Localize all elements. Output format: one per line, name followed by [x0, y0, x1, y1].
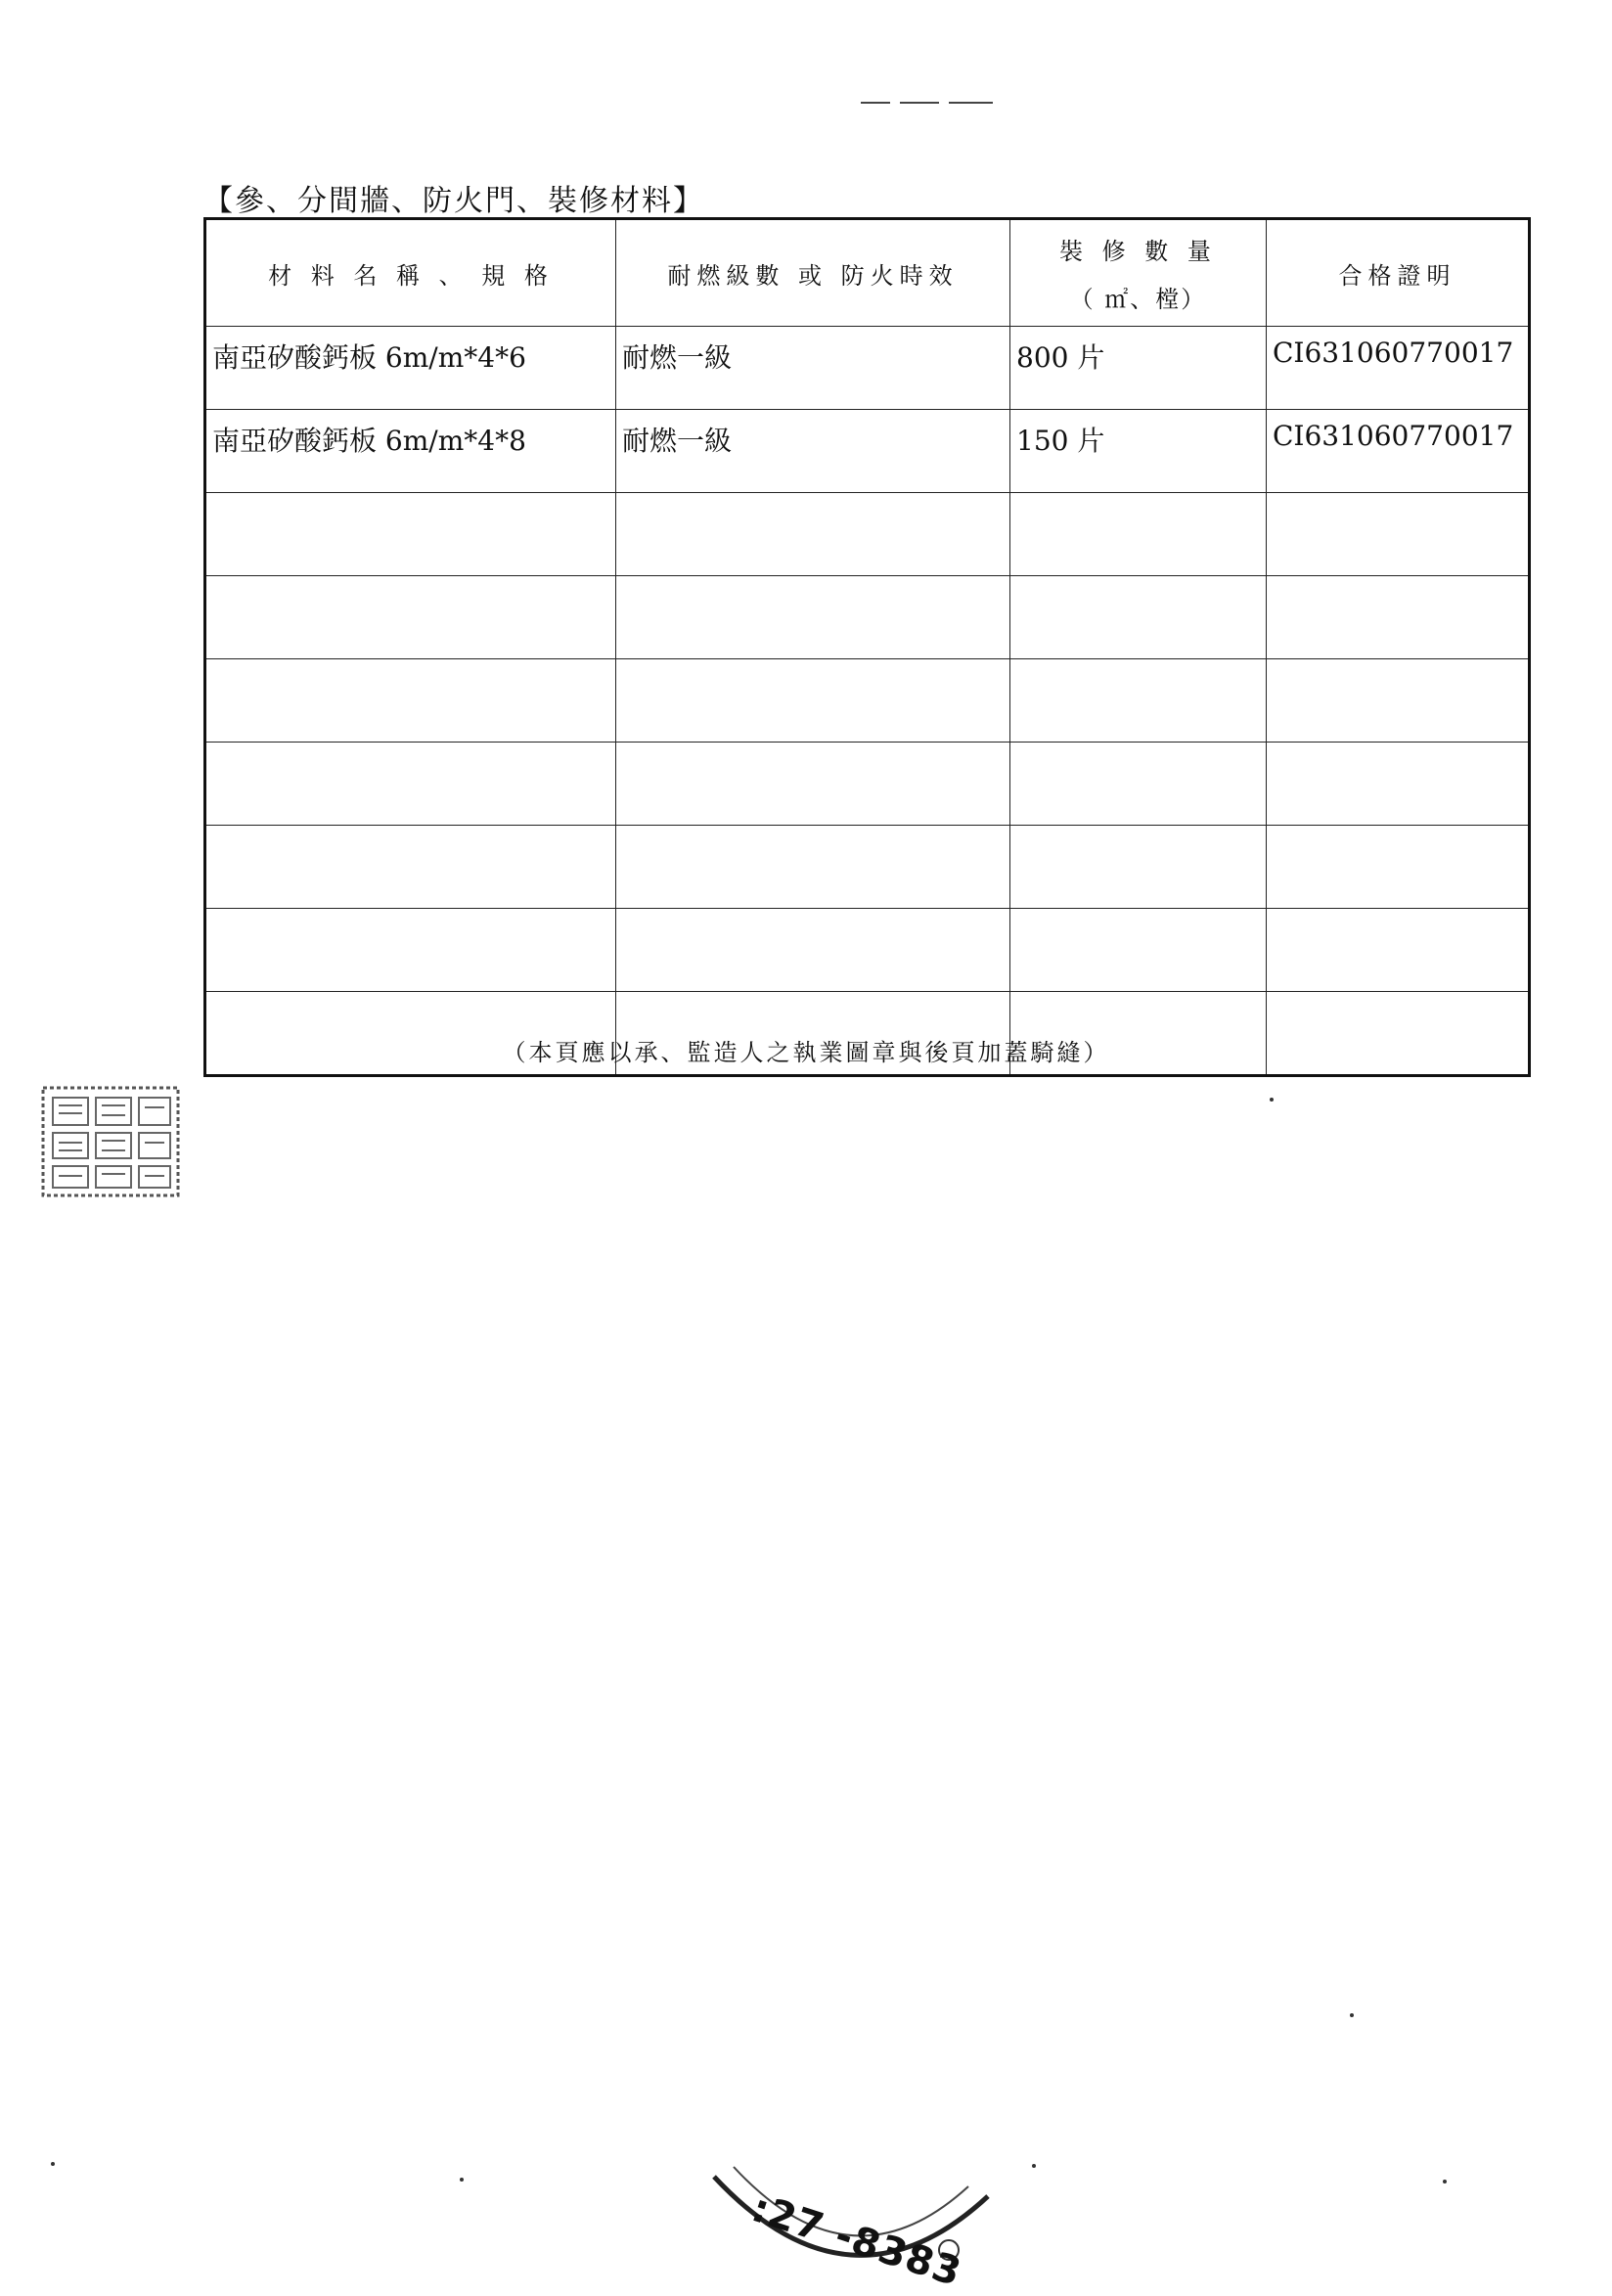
- table-row: [205, 743, 1530, 826]
- table-header-row: [205, 219, 1530, 327]
- table-row: [205, 659, 1530, 743]
- section-title: 【參、分間牆、防火門、裝修材料】: [203, 184, 704, 218]
- cell-certificate: CI631060770017: [1267, 410, 1530, 493]
- cell-certificate: [1267, 826, 1530, 909]
- seal-stamp-icon: [39, 1084, 182, 1199]
- cell-material: [205, 826, 616, 909]
- stamp-phone-number: :27 -8383: [745, 2185, 967, 2296]
- cell-quantity: [1010, 909, 1267, 992]
- cell-fire-rating: [616, 909, 1010, 992]
- cell-certificate: [1267, 493, 1530, 576]
- cell-fire-rating: [616, 659, 1010, 743]
- top-scan-mark: [861, 102, 993, 108]
- scan-speck: [1443, 2180, 1447, 2183]
- cell-fire-rating: [616, 576, 1010, 659]
- table-row: [205, 327, 1530, 410]
- cell-material: [205, 909, 616, 992]
- scan-speck: [460, 2178, 464, 2182]
- cell-quantity: [1010, 743, 1267, 826]
- header-certificate: 合格證明: [1267, 219, 1530, 327]
- scan-speck: [51, 2162, 55, 2166]
- cell-certificate: CI631060770017: [1267, 327, 1530, 410]
- cell-quantity: [1010, 493, 1267, 576]
- scan-speck: [1350, 2013, 1354, 2017]
- cell-quantity: [1010, 659, 1267, 743]
- scan-speck: [1270, 1098, 1274, 1102]
- cell-fire-rating: 耐燃一級: [616, 410, 1010, 493]
- cell-certificate: [1267, 909, 1530, 992]
- header-material: 材 料 名 稱 、 規 格: [205, 219, 616, 327]
- table-row: [205, 576, 1530, 659]
- cell-quantity: 800 片: [1010, 327, 1267, 410]
- cell-fire-rating: [616, 493, 1010, 576]
- cell-quantity: 150 片: [1010, 410, 1267, 493]
- seal-instruction-note: （本頁應以承、監造人之執業圖章與後頁加蓋騎縫）: [502, 1039, 1110, 1066]
- table-row: [205, 410, 1530, 493]
- cell-material: [205, 493, 616, 576]
- header-quantity-unit: （ ㎡、樘）: [1069, 286, 1207, 313]
- cell-material: [205, 576, 616, 659]
- cell-material: [205, 743, 616, 826]
- cell-quantity: [1010, 826, 1267, 909]
- phone-stamp: [704, 2157, 998, 2296]
- cell-certificate: [1267, 659, 1530, 743]
- cell-fire-rating: 耐燃一級: [616, 327, 1010, 410]
- cell-certificate: [1267, 576, 1530, 659]
- header-quantity: [1010, 219, 1267, 327]
- cell-material: 南亞矽酸鈣板 6m/m*4*8: [205, 410, 616, 493]
- scan-speck: [1032, 2164, 1036, 2168]
- table-row: [205, 826, 1530, 909]
- materials-table: [203, 217, 1531, 1077]
- cell-material: 南亞矽酸鈣板 6m/m*4*6: [205, 327, 616, 410]
- header-fire-rating: 耐燃級數 或 防火時效: [616, 219, 1010, 327]
- cell-certificate: [1267, 743, 1530, 826]
- table-row: [205, 909, 1530, 992]
- header-quantity-label: 裝 修 數 量: [1059, 238, 1217, 265]
- cell-fire-rating: [616, 743, 1010, 826]
- cell-quantity: [1010, 576, 1267, 659]
- table-row: [205, 493, 1530, 576]
- cell-material: [205, 659, 616, 743]
- cell-fire-rating: [616, 826, 1010, 909]
